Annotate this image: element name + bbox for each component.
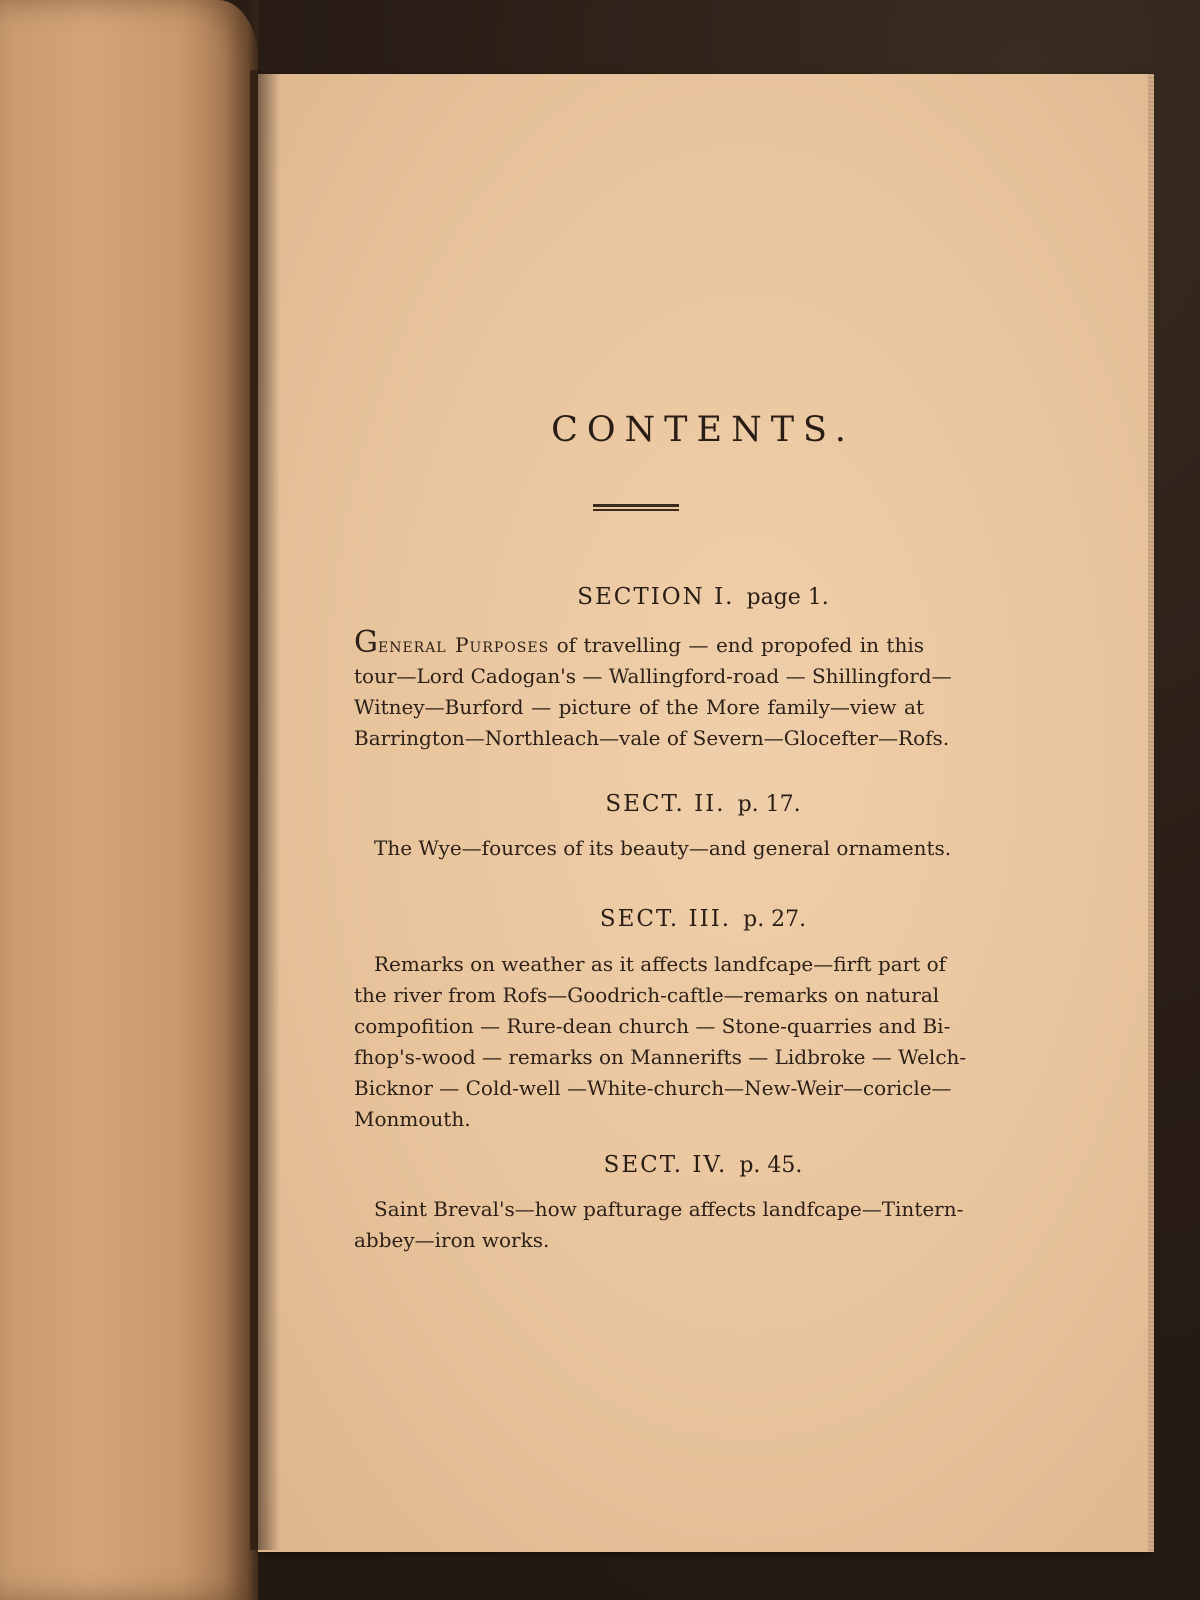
section-3-line-1: Remarks on weather as it affects landfcape—firft part of <box>374 952 947 976</box>
section-4-line-2: abbey—iron works. <box>354 1228 550 1252</box>
section-1-line-4: Barrington—Northleach—vale of Severn—Glocefter—Rofs. <box>354 726 950 750</box>
section-3-summary <box>354 949 967 1135</box>
section-3-label: SECT. III. <box>599 906 732 932</box>
section-4-summary <box>354 1194 964 1256</box>
section-1-summary <box>354 625 952 754</box>
section-3-line-5: Bicknor — Cold-well —White-church—New-Weir—coricle— <box>354 1076 952 1100</box>
page-title: CONTENTS. <box>551 410 855 450</box>
section-4-line-1: Saint Breval's—how pafturage affects landfcape—Tintern- <box>374 1197 964 1221</box>
section-4-page-ref: p. 45. <box>739 1153 803 1178</box>
section-2-heading <box>258 791 1148 817</box>
left-facing-page <box>0 0 258 1600</box>
section-1-line-3: Witney—Burford — picture of the More family—view at <box>354 695 924 719</box>
contents-page <box>258 74 1148 1552</box>
section-2-label: SECT. II. <box>605 791 726 817</box>
section-3-heading <box>258 906 1148 932</box>
section-1-dropcap: G <box>354 625 378 660</box>
section-1-label: SECTION I. <box>577 584 735 610</box>
section-1-line-1 <box>354 625 925 661</box>
section-4-heading <box>258 1152 1148 1178</box>
section-2-line-1: The Wye—fources of its beauty—and general ornaments. <box>374 836 952 860</box>
section-2-page-ref: p. 17. <box>737 792 801 817</box>
section-3-line-4: fhop's-wood — remarks on Mannerifts — Lidbroke — Welch- <box>354 1045 967 1069</box>
section-3-line-2: the river from Rofs—Goodrich-caftle—remarks on natural <box>354 983 940 1007</box>
gutter-shadow <box>250 70 280 1550</box>
section-1-line-2: tour—Lord Cadogan's — Wallingford-road — Shillingford— <box>354 664 952 688</box>
section-1-page-ref: page 1. <box>746 585 829 610</box>
page-edge <box>1148 74 1154 1552</box>
section-2-summary <box>374 833 952 864</box>
section-3-line-6: Monmouth. <box>354 1107 471 1131</box>
section-1-heading <box>258 584 1148 610</box>
title-rule-ornament <box>593 504 679 513</box>
section-3-line-3: compofition — Rure-dean church — Stone-quarries and Bi- <box>354 1014 951 1038</box>
section-1-line-1-rest: of travelling — end propofed in this <box>549 633 925 657</box>
section-4-label: SECT. IV. <box>603 1152 728 1178</box>
section-3-page-ref: p. 27. <box>743 907 807 932</box>
section-1-smallcaps: eneral Purposes <box>377 633 550 657</box>
